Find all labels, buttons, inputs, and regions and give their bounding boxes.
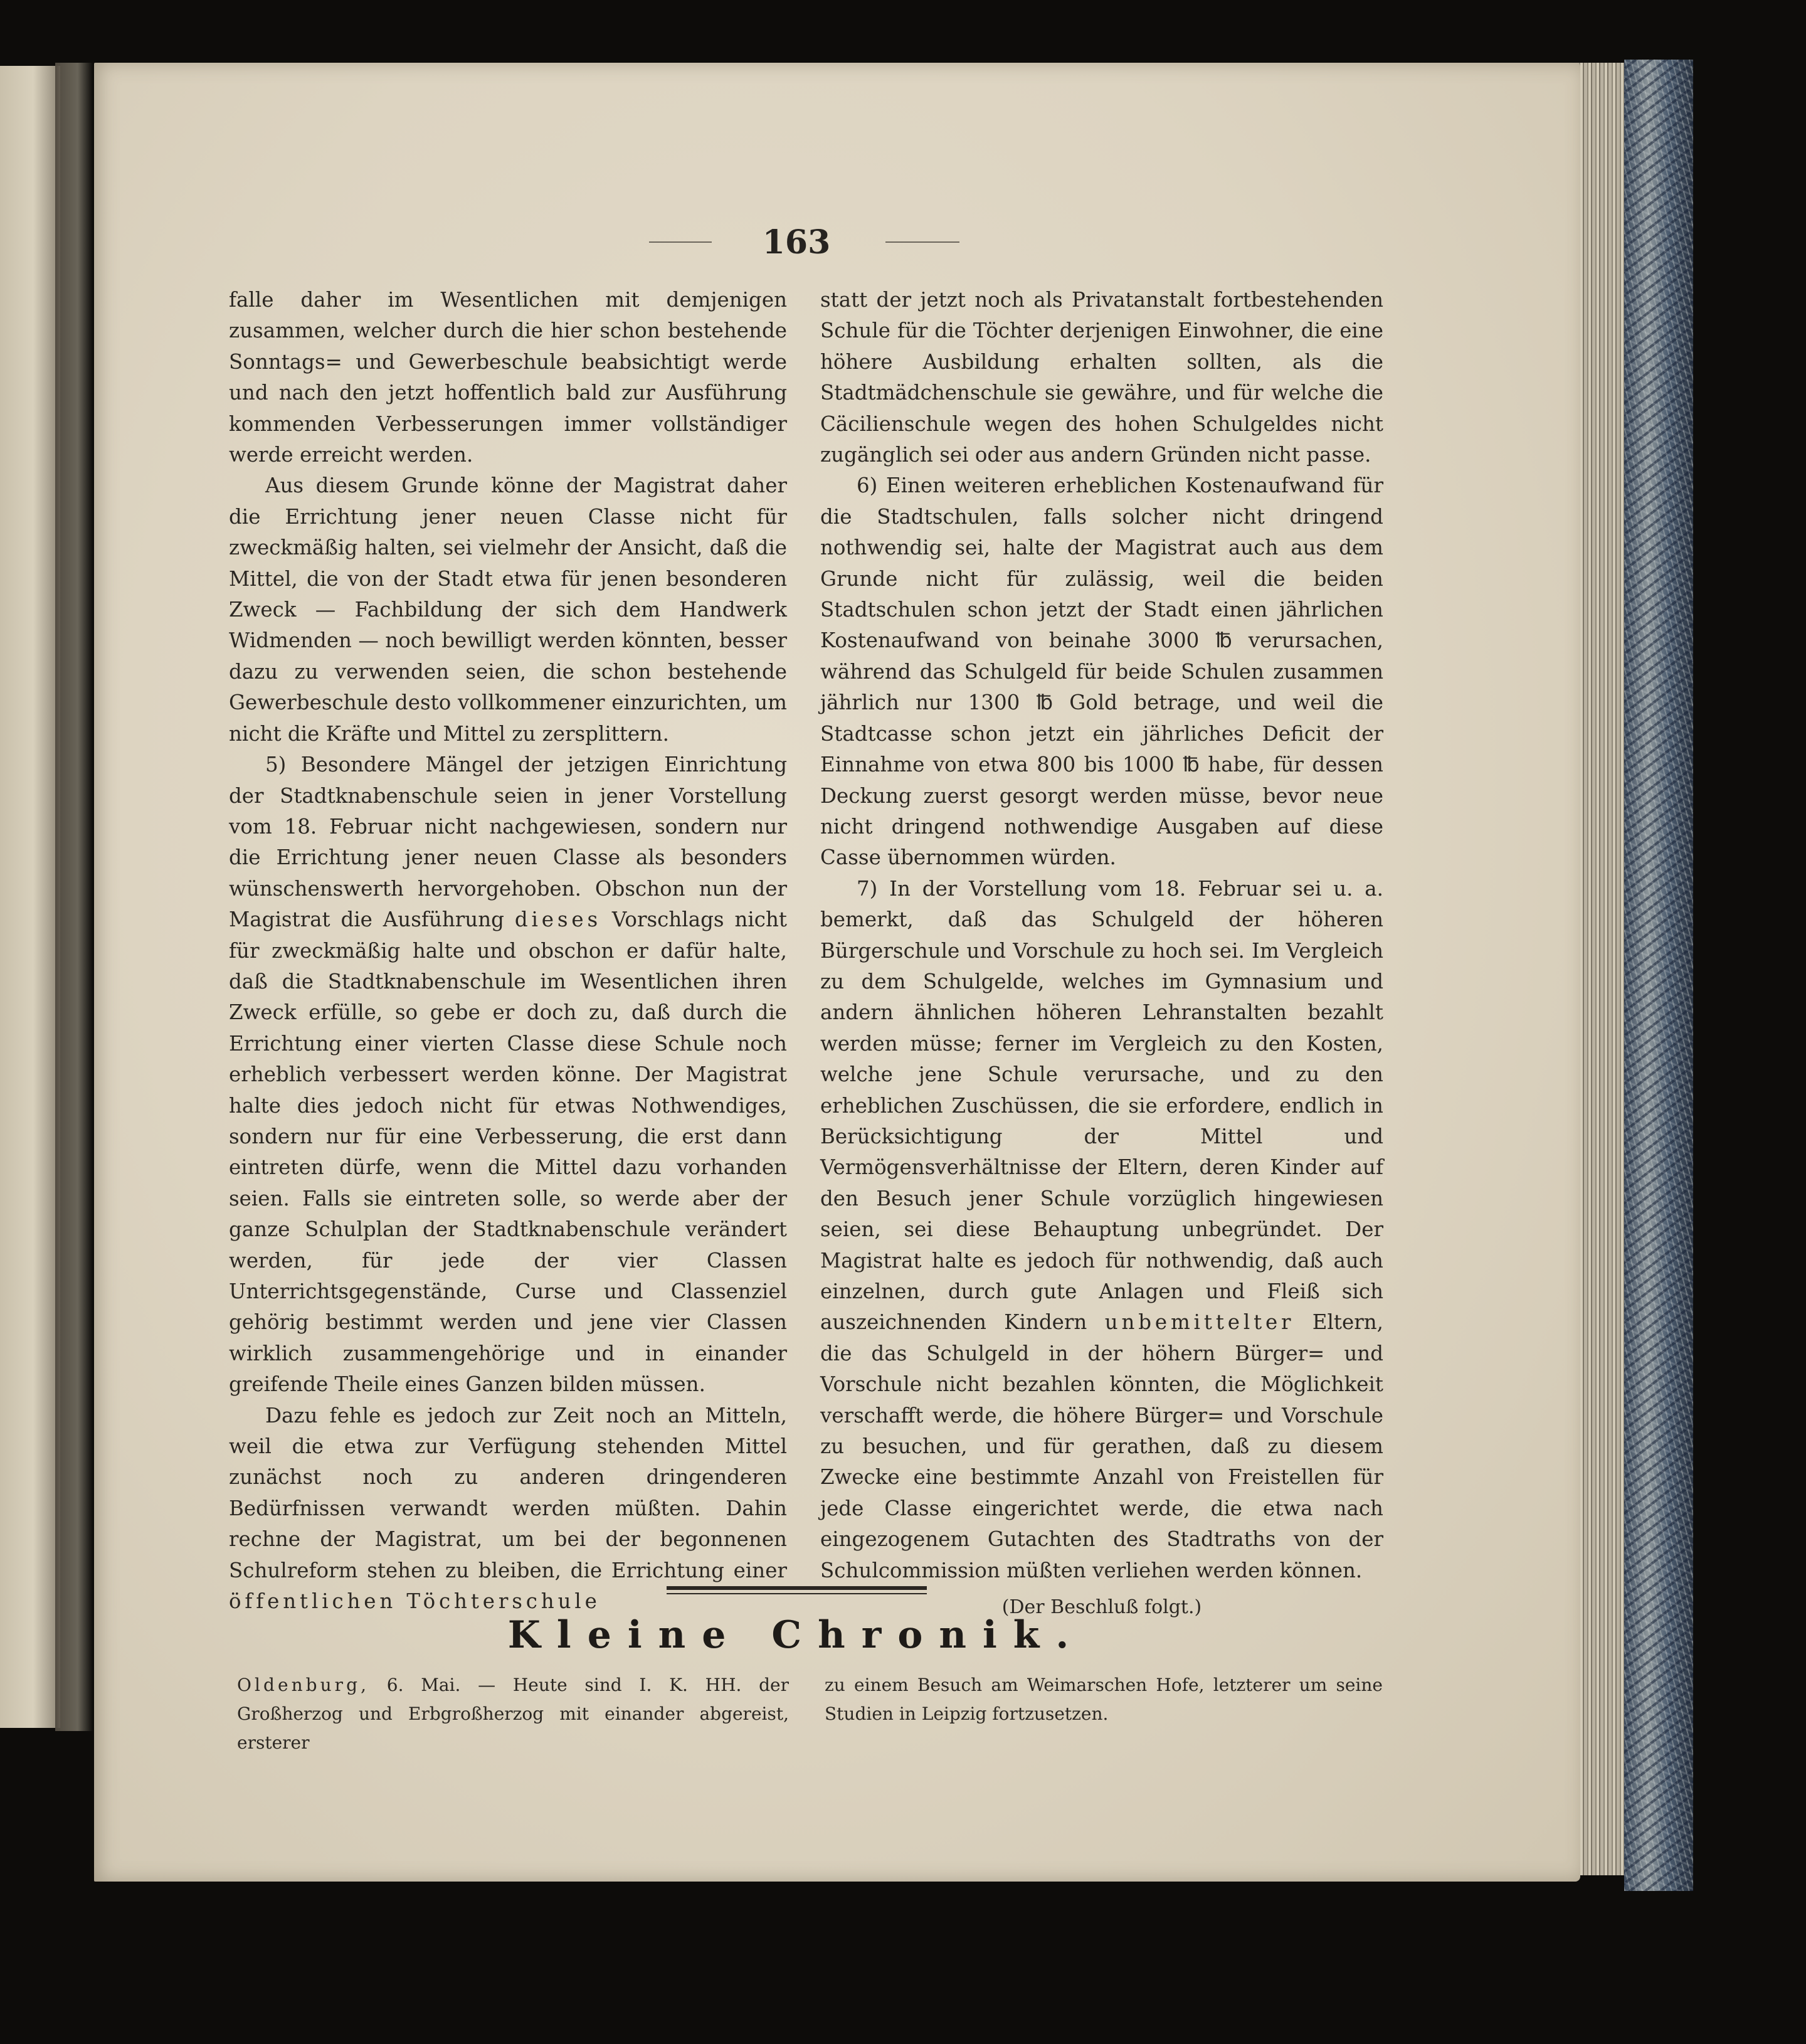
paragraph-text: 7) In der Vorstellung vom 18. Februar sei u. a. bemerkt, daß das Schulgeld der höheren Bürgerschule und Vorschule zu hoch sei. Im Vergleich zu dem Schulgelde, welches im Gymnasium und andern ähnlichen höheren Lehranstalten bezahlt werden müsse; ferner im Vergleich zu den Kosten, welche jene Schule verursache, und zu den erheblichen Zuschüssen, die sie erfordere, endlich in Berücksichtigung der Mittel und Vermögensverhältnisse der Eltern, deren Kinder auf den Besuch jener Schule vorzüglich hingewiesen seien, sei diese Behauptung unbegründet. Der Magistrat halte es jedoch für nothwendig, daß auch einzelnen, durch gute Anlagen und Fleiß sich auszeichnenden Kindern [820,876,1383,1335]
paragraph: statt der jetzt noch als Privatanstalt fortbestehenden Schule für die Töchter derjenigen Einwohner, die eine höhere Ausbildung erhalten sollten, als die Stadtmädchenschule sie gewähre, und für welche die Cäcilienschule wegen des hohen Schulgeldes nicht zugänglich sei oder aus andern Gründen nicht passe. [820,288,1383,467]
marbled-cover [1624,60,1693,1891]
header-rule-right [885,241,959,243]
paragraph-text: Dazu fehle es jedoch zur Zeit noch an Mitteln, weil die etwa zur Verfügung stehenden Mittel zunächst noch zu anderen dringenderen Bedürfnissen verwandt werden müßten. Dahin rechne der Magistrat, um bei der begonnenen Schulreform stehen zu bleiben, die Errichtung einer [229,1403,787,1582]
paragraph-text: Vorschlags nicht für zweckmäßig halte und obschon er dafür halte, daß die Stadtknabenschule im Wesentlichen ihren Zweck erfülle, so gebe er doch zu, daß durch die Errichtung einer vierten Classe diese Schule noch erheblich verbessert werden könne. Der Magistrat halte dies jedoch nicht für etwas Nothwendiges, sondern nur für eine Verbesserung, die erst dann eintreten dürfe, wenn die Mittel dazu vorhanden seien. Falls sie eintreten solle, so werde aber der ganze Schulplan der Stadtknabenschule verändert werden, für jede der vier Classen Unterrichtsgegenstände, Curse und Classenziel gehörig bestimmt werden und jene vier Classen wirklich zusammengehörige und in einander greifende Theile eines Ganzen bilden müssen. [229,908,787,1397]
page-number: 163 [762,223,831,262]
paragraph: 6) Einen weiteren erheblichen Kostenaufwand für die Stadtschulen, falls solcher nicht dringend nothwendig sei, halte der Magistrat auch aus dem Grunde nicht für zulässig, weil die beiden Stadtschulen schon jetzt der Stadt einen jährlichen Kostenaufwand von beinahe 3000 ℔ verursachen, während das Schulgeld für beide Schulen zusammen jährlich nur 1300 ℔ Gold betrage, und weil die Stadtcasse schon jetzt ein jährliches Deficit der Einnahme von etwa 800 bis 1000 ℔ habe, für dessen Deckung zuerst gesorgt werden müsse, bevor neue nicht dringend nothwendige Ausgaben auf diese Casse übernommen würden. [820,474,1383,870]
emphasis-spaced: öffentlichen Töchterschule [229,1589,601,1614]
paragraph [820,874,1383,1586]
paragraph-text: Eltern, die das Schulgeld in der höhern Bürger= und Vorschule nicht bezahlen könnten, die Möglichkeit verschafft werde, die höhere Bürger= und Vorschule zu besuchen, und für gerathen, daß zu diesem Zwecke eine bestimmte Anzahl von Freistellen für jede Classe eingerichtet werde, die etwa nach eingezogenem Gutachten des Stadtraths von der Schulcommission müßten verliehen werden können. [820,1310,1383,1582]
continuation-note: (Der Beschluß folgt.) [1001,1596,1202,1619]
section-rule-thin [667,1593,927,1594]
paragraph: falle daher im Wesentlichen mit demjenigen zusammen, welcher durch die hier schon bestehende Sonntags= und Gewerbeschule beabsichtigt werde und nach den jetzt hoffentlich bald zur Ausführung kommenden Verbesserungen immer vollständiger werde erreicht werden. [229,288,787,467]
chronik-right-column: zu einem Besuch am Weimarschen Hofe, letzterer um seine Studien in Leipzig fortzusetzen. [825,1675,1383,1724]
paragraph [229,1401,787,1618]
section-rule [667,1586,927,1590]
paragraph [229,749,787,1401]
emphasis-spaced: dieses [514,908,601,932]
section-title: Kleine Chronik. [507,1613,1085,1657]
right-column [820,285,1383,1620]
paragraph-text: 5) Besondere Mängel der jetzigen Einrichtung der Stadtknabenschule seien in jener Vorstellung vom 18. Februar nicht nachgewiesen, sondern nur die Errichtung jener neuen Classe als besonders wünschenswerth hervorgehoben. Obschon nun der Magistrat die Ausführung [229,753,787,932]
left-page-edge [0,66,60,1728]
left-column [229,285,787,1617]
spine-shadow [55,63,93,1731]
chronik-left-column [237,1671,789,1757]
dateline-place: Oldenburg, [237,1675,370,1695]
chronik-text: 6. Mai. — Heute sind I. K. HH. der Großherzog und Erbgroßherzog mit einander abgereist, ersterer [237,1675,789,1753]
header-rule-left [649,241,712,243]
paragraph: Aus diesem Grunde könne der Magistrat daher die Errichtung jener neuen Classe nicht für zweckmäßig halten, sei vielmehr der Ansicht, daß die Mittel, die von der Stadt etwa für jenen besonderen Zweck — Fachbildung der sich dem Handwerk Widmenden — noch bewilligt werden könnten, besser dazu zu verwenden seien, die schon bestehende Gewerbeschule desto vollkommener einzurichten, um nicht die Kräfte und Mittel zu zersplittern. [229,474,787,746]
emphasis-spaced: unbemittelter [1104,1310,1295,1335]
